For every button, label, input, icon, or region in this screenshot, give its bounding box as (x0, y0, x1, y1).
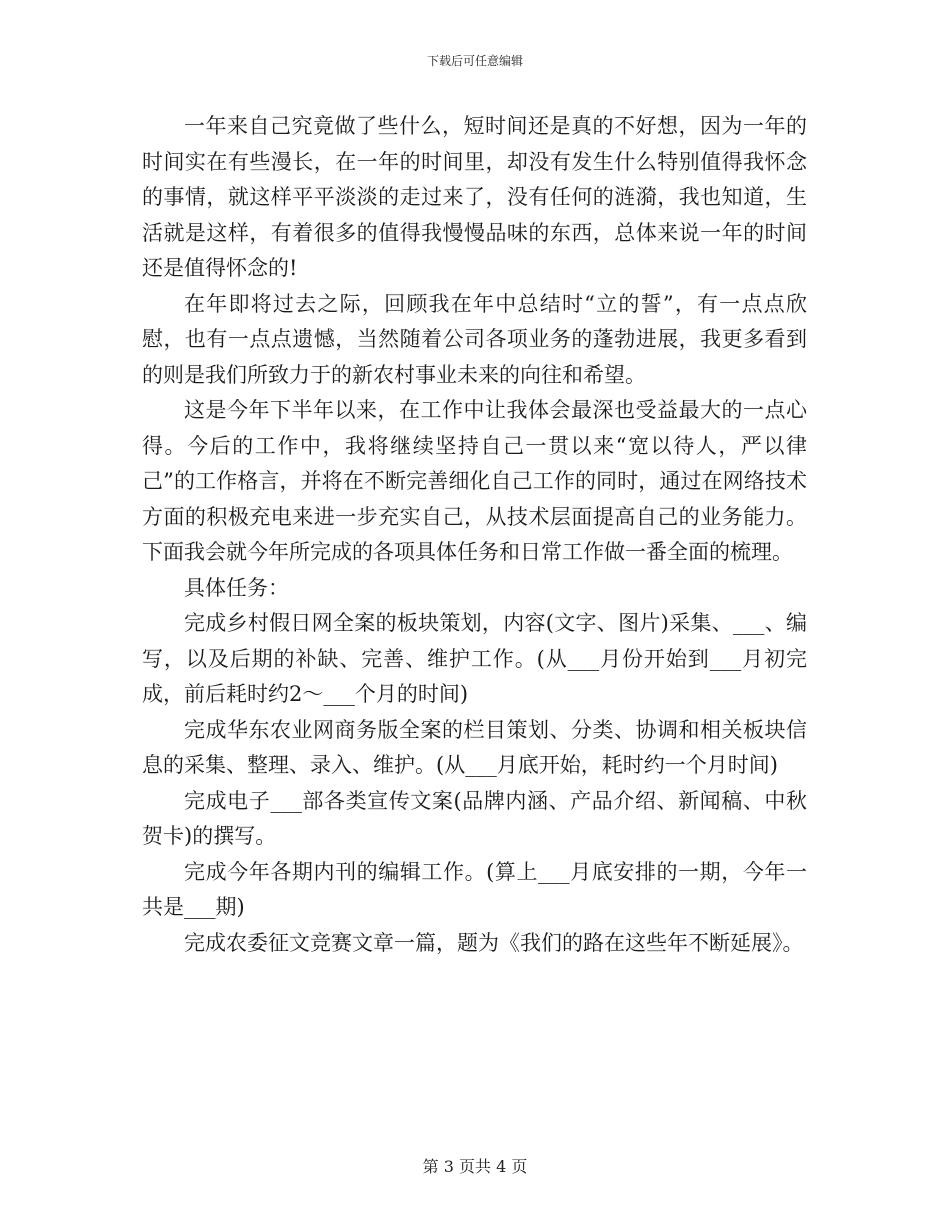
task-item-4: 完成今年各期内刊的编辑工作。(算上___月底安排的一期，今年一共是___期) (142, 859, 807, 919)
paragraph-1: 一年来自己究竟做了些什么，短时间还是真的不好想，因为一年的时间实在有些漫长，在一年的时间里，却没有发生什么特别值得我怀念的事情，就这样平平淡淡的走过来了，没有任何的涟漪，我也知道，生活就是这样，有着很多的值得我慢慢品味的东西，总体来说一年的时间还是值得怀念的! (142, 114, 807, 280)
task-item-3: 完成电子___部各类宣传文案(品牌内涵、产品介绍、新闻稿、中秋贺卡)的撰写。 (142, 788, 807, 848)
page-footer: 第 3 页共 4 页 (422, 1157, 528, 1176)
page-header: 下载后可任意编辑 (426, 54, 523, 68)
document-body (142, 109, 807, 961)
task-item-1: 完成乡村假日网全案的板块策划，内容(文字、图片)采集、___、编写，以及后期的补缺、完善、维护工作。(从___月份开始到___月初完成，前后耗时约2～___个月的时间) (142, 611, 807, 706)
section-heading-tasks: 具体任务： (184, 575, 289, 600)
paragraph-3: 这是今年下半年以来，在工作中让我体会最深也受益最大的一点心得。今后的工作中，我将继续坚持自己一贯以来“宽以待人，严以律己”的工作格言，并将在不断完善细化自己工作的同时，通过在网络技术方面的积极充电来进一步充实自己，从技术层面提高自己的业务能力。下面我会就今年所完成的各项具体任务和日常工作做一番全面的梳理。 (142, 398, 807, 564)
task-item-2: 完成华东农业网商务版全案的栏目策划、分类、协调和相关板块信息的采集、整理、录入、维护。(从___月底开始，耗时约一个月时间) (142, 717, 807, 777)
task-item-5: 完成农委征文竞赛文章一篇，题为《我们的路在这些年不断延展》。 (184, 930, 804, 955)
paragraph-2: 在年即将过去之际，回顾我在年中总结时“立的誓”，有一点点欣慰，也有一点点遗憾，当然随着公司各项业务的蓬勃进展，我更多看到的则是我们所致力于的新农村事业未来的向往和希望。 (142, 291, 807, 387)
